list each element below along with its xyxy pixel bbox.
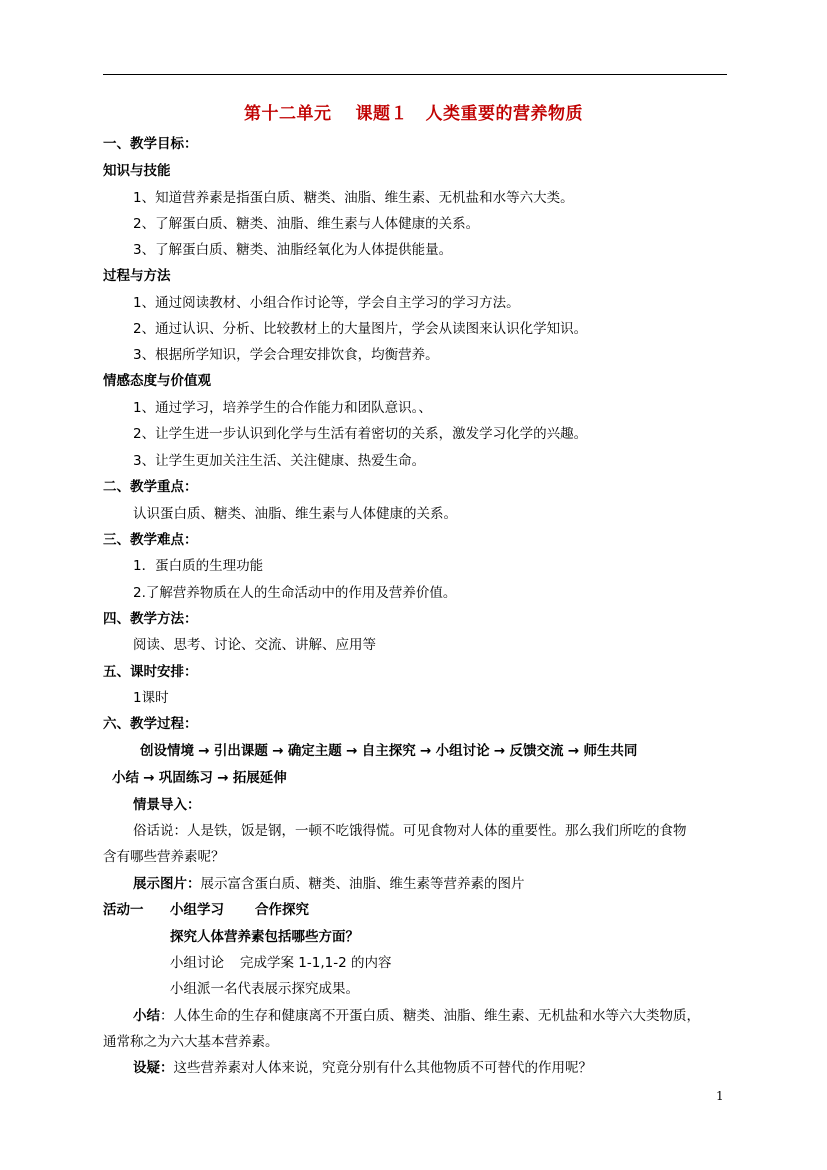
knowledge-item: 1、知道营养素是指蛋白质、糖类、油脂、维生素、无机盐和水等六大类。 <box>133 190 574 206</box>
activity-part-2: 合作探究 <box>255 902 309 918</box>
show-images-line <box>133 875 525 893</box>
methods-text: 阅读、思考、讨论、交流、讲解、应用等 <box>133 637 376 653</box>
flow-step: 创设情境 <box>140 743 194 759</box>
flow-step: 小结 <box>112 770 139 786</box>
group-representative: 小组派一名代表展示探究成果。 <box>170 981 359 997</box>
summary-text-cont: 通常称之为六大基本营养素。 <box>103 1034 279 1050</box>
key-points-heading: 二、教学重点： <box>103 479 198 495</box>
question-label: 设疑： <box>133 1060 174 1076</box>
process-item: 2、通过认识、分析、比较教材上的大量图片，学会从读图来认识化学知识。 <box>133 321 588 337</box>
summary-text: ：人体生命的生存和健康离不开蛋白质、糖类、油脂、维生素、无机盐和水等六大类物质， <box>160 1008 700 1024</box>
group-discussion-label: 小组讨论 <box>170 955 224 971</box>
flow-step: 确定主题 <box>287 743 342 759</box>
process-item: 3、根据所学知识，学会合理安排饮食，均衡营养。 <box>133 347 439 363</box>
explore-question: 探究人体营养素包括哪些方面？ <box>170 929 359 945</box>
activity-part-1: 小组学习 <box>170 902 224 918</box>
knowledge-item: 2、了解蛋白质、糖类、油脂、维生素与人体健康的关系。 <box>133 216 480 232</box>
difficulty-item: 2.了解营养物质在人的生命活动中的作用及营养价值。 <box>133 585 457 601</box>
process-flow-line-2 <box>112 769 287 787</box>
arrow-icon: → <box>272 743 284 759</box>
arrow-icon: → <box>346 743 358 759</box>
emotion-item: 3、让学生更加关注生活、关注健康、热爱生命。 <box>133 453 426 469</box>
methods-heading: 四、教学方法： <box>103 611 198 627</box>
difficulties-heading: 三、教学难点： <box>103 532 198 548</box>
page-number: 1 <box>716 1089 724 1103</box>
summary-label: 小结 <box>133 1008 160 1024</box>
knowledge-heading: 知识与技能 <box>103 163 171 179</box>
intro-text: 俗话说：人是铁，饭是钢，一顿不吃饿得慌。可见食物对人体的重要性。那么我们所吃的食物 <box>133 823 687 839</box>
schedule-heading: 五、课时安排： <box>103 664 198 680</box>
arrow-icon: → <box>567 743 580 759</box>
emotion-item: 2、让学生进一步认识到化学与生活有着密切的关系，激发学习化学的兴趣。 <box>133 426 588 442</box>
emotion-heading: 情感态度与价值观 <box>103 373 211 389</box>
show-images-text: 展示富含蛋白质、糖类、油脂、维生素等营养素的图片 <box>200 876 525 892</box>
flow-step: 拓展延伸 <box>232 770 287 786</box>
objectives-heading: 一、教学目标： <box>103 136 198 152</box>
intro-text-cont: 含有哪些营养素呢？ <box>103 849 225 865</box>
flow-step: 引出课题 <box>213 743 268 759</box>
emotion-item: 1、通过学习，培养学生的合作能力和团队意识。、 <box>133 400 432 416</box>
flow-step: 小组讨论 <box>435 743 490 759</box>
arrow-icon: → <box>143 770 155 786</box>
arrow-icon: → <box>198 743 210 759</box>
arrow-icon: → <box>493 743 506 759</box>
header-rule <box>103 74 727 75</box>
group-discussion-task: 完成学案 1-1,1-2 的内容 <box>240 955 392 971</box>
schedule-text: 1课时 <box>133 690 169 706</box>
process-heading: 过程与方法 <box>103 268 171 284</box>
flow-step: 反馈交流 <box>509 743 564 759</box>
process-item: 1、通过阅读教材、小组合作讨论等，学会自主学习的学习方法。 <box>133 295 520 311</box>
flow-step: 师生共同 <box>583 743 638 759</box>
key-points-text: 认识蛋白质、糖类、油脂、维生素与人体健康的关系。 <box>133 506 457 522</box>
arrow-icon: → <box>420 743 432 759</box>
process-flow-line-1 <box>140 742 637 760</box>
intro-label: 情景导入： <box>133 797 201 813</box>
question-line <box>133 1059 592 1077</box>
question-text: 这些营养素对人体来说，究竟分别有什么其他物质不可替代的作用呢？ <box>173 1060 592 1076</box>
arrow-icon: → <box>217 770 229 786</box>
page-title: 第十二单元 课题１ 人类重要的营养物质 <box>244 104 583 124</box>
show-images-label: 展示图片： <box>133 876 201 892</box>
procedure-heading: 六、教学过程： <box>103 716 198 732</box>
flow-step: 巩固练习 <box>158 770 213 786</box>
summary-line <box>133 1007 700 1025</box>
difficulty-item: 1．蛋白质的生理功能 <box>133 558 264 574</box>
activity-label: 活动一 <box>103 902 144 918</box>
knowledge-item: 3、了解蛋白质、糖类、油脂经氧化为人体提供能量。 <box>133 242 453 258</box>
flow-step: 自主探究 <box>361 743 416 759</box>
